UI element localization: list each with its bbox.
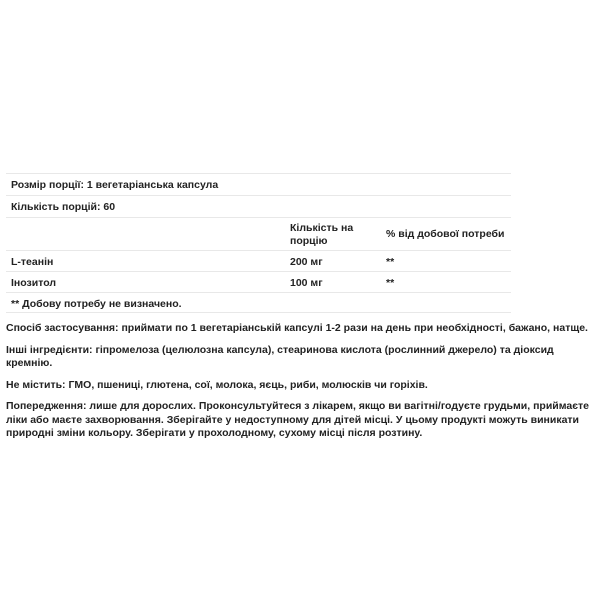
other-ingredients-paragraph: Інші інгредієнти: гіпромелоза (целюлозна капсула), стеаринова кислота (рослинний джерело) та діоксид кремнію.: [6, 343, 554, 369]
usage-paragraph: Спосіб застосування: приймати по 1 вегетаріанській капсулі 1-2 рази на день при необхідності, бажано, натще.: [6, 322, 588, 334]
free-of-paragraph: Не містить: ГМО, пшениці, глютена, сої, молока, яєць, риби, молюсків чи горіхів.: [6, 378, 428, 391]
serving-size-text: Розмір порції: 1 вегетаріанська капсула: [11, 179, 219, 191]
footnote-text: ** Добову потребу не визначено.: [11, 298, 182, 310]
ingredient-name: L-теанін: [11, 256, 54, 268]
servings-count-row: [6, 195, 511, 217]
table-row: [6, 271, 511, 292]
servings-count-text: Кількість порцій: 60: [11, 201, 116, 213]
supplement-facts-table: [6, 173, 511, 313]
footnote-row: [6, 292, 511, 313]
ingredient-amount: 100 мг: [290, 277, 323, 289]
ingredient-dv: **: [386, 277, 395, 289]
table-row: [6, 250, 511, 271]
table-header-row: [6, 217, 511, 250]
ingredient-dv: **: [386, 256, 395, 268]
ingredient-name: Інозитол: [11, 277, 57, 289]
warning-paragraph: Попередження: лише для дорослих. Проконсультуйтеся з лікарем, якщо ви вагітні/годуєте грудьми, приймаєте ліки або маєте захворювання. Зберігайте у недоступному для дітей місці. У цьому продукті можуть виникати природні зміни кольору. Зберігати у прохолодному, сухому місці після розтину.: [6, 400, 589, 439]
serving-size-row: [6, 173, 511, 195]
header-amount: Кількість на порцію: [290, 222, 354, 247]
ingredient-amount: 200 мг: [290, 256, 323, 268]
header-daily-value: % від добової потреби: [386, 228, 505, 240]
product-info: [6, 322, 596, 449]
